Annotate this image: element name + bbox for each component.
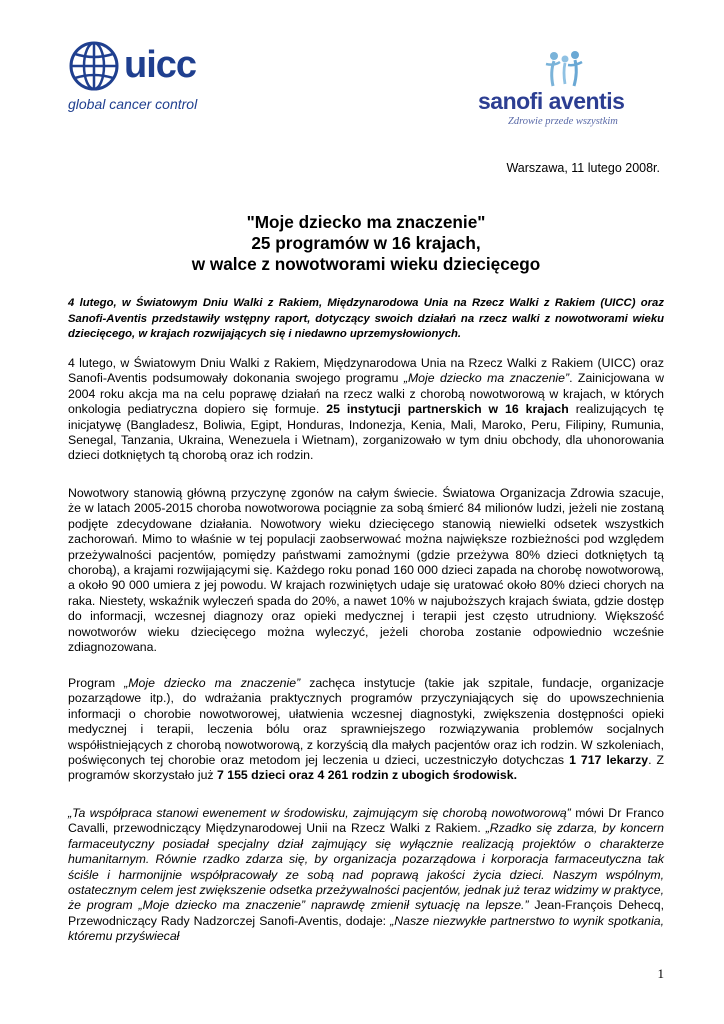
lead-paragraph: 4 lutego, w Światowym Dniu Walki z Rakiem, Międzynarodowa Unia na Rzecz Walki z Rakiem (UICC) oraz Sanofi-Aventis przedstawiły wstępny raport, dotyczący swoich działań na rzecz walki z nowotworami wieku dziecięcego, w krajach rozwijających się i niedawno uprzemysłowionych. xyxy=(68,297,664,340)
title-line-1: "Moje dziecko ma znaczenie" xyxy=(246,212,486,232)
document-title xyxy=(68,212,664,275)
uicc-tagline: global cancer control xyxy=(68,96,198,112)
uicc-logo xyxy=(68,38,208,120)
sanofi-aventis-logo xyxy=(478,50,664,132)
page-number: 1 xyxy=(657,966,664,981)
paragraph-4: „Ta współpraca stanowi ewenement w środowisku, zajmującym się chorobą nowotworową” mówi Dr Franco Cavalli, przewodniczący Międzynarodowej Unii na Rzecz Walki z Rakiem. „Rzadko się zdarza, by koncern farmaceutyczny posiadał specjalny dział zajmujący się wyłącznie realizacją projektów o charakterze humanitarnym. Równie rzadko zdarza się, by organizacja pozarządowa i korporacja farmaceutyczna tak ściśle i harmonijnie współpracowały ze sobą nad poprawą jakości życia dzieci. Naszym wspólnym, ostatecznym celem jest zwiększenie odsetka przeżywalności pacjentów, jednak już teraz widzimy w praktyce, że program „Moje dziecko ma znaczenie” naprawdę zmienił sytuację na lepsze.” Jean-François Dehecq, Przewodniczący Rady Nadzorczej Sanofi-Aventis, dodaje: „Nasze niezwykłe partnerstwo to wynik spotkania, któremu przyświecał xyxy=(68,806,664,944)
uicc-wordmark: uicc xyxy=(124,44,197,86)
document-date: Warszawa, 11 lutego 2008r. xyxy=(506,161,660,175)
paragraph-3: Program „Moje dziecko ma znaczenie” zachęca instytucje (takie jak szpitale, fundacje, organizacje pozarządowe itp.), do wdrażania praktycznych programów przyczyniających się do upowszechnienia informacji o chorobie nowotworowej, ułatwienia wczesnej diagnostyki, zwiększenia dostępności opieki medycznej i terapii, leczenia bólu oraz sprawniejszego rozwiązywania problemów socjalnych współistniejących z chorobą nowotworową, z korzyścią dla małych pacjentów oraz ich rodzin. W szkoleniach, poświęconych tej chorobie oraz metodom jej leczenia u dzieci, uczestniczyło dotychczas 1 717 lekarzy. Z programów skorzystało już 7 155 dzieci oraz 4 261 rodzin z ubogich środowisk. xyxy=(68,676,664,783)
sanofi-tagline: Zdrowie przede wszystkim xyxy=(508,116,618,127)
title-line-2: 25 programów w 16 krajach, xyxy=(251,233,481,253)
title-line-3: w walce z nowotworami wieku dziecięcego xyxy=(191,254,541,274)
globe-icon xyxy=(68,40,120,92)
paragraph-2: Nowotwory stanowią główną przyczynę zgonów na całym świecie. Światowa Organizacja Zdrowia szacuje, że w latach 2005-2015 choroba nowotworowa pociągnie za sobą śmierć 84 milionów ludzi, jeżeli nie zostaną podjęte zdecydowane działania. Nowotwory wieku dziecięcego stanowią niewielki odsetek wszystkich zachorowań. Mimo to właśnie w tej populacji zaobserwować można największe rozbieżności pod względem przeżywalności pacjentów, pomiędzy państwami zamożnymi (gdzie przeżywa 80% dzieci dotkniętych tą chorobą), a krajami rozwijającymi się. Każdego roku ponad 160 000 dzieci zapada na chorobę nowotworową, a około 90 000 umiera z jej powodu. W krajach rozwiniętych udaje się uratować około 80% dzieci chorych na raka. Niestety, wskaźnik wyleczeń spada do 20%, a nawet 10% w najuboższych krajach świata, gdzie dostęp do informacji, wczesnej diagnozy oraz opieki medycznej i terapii jest często utrudniony. Większość nowotworów wieku dziecięcego można wyleczyć, jeżeli choroba zostanie odpowiednio wcześnie zdiagnozowana. xyxy=(68,486,664,655)
people-figures-icon xyxy=(544,50,584,88)
paragraph-1: 4 lutego, w Światowym Dniu Walki z Rakiem, Międzynarodowa Unia na Rzecz Walki z Rakiem (UICC) oraz Sanofi-Aventis podsumowały dokonania swojego programu „Moje dziecko ma znaczenie”. Zainicjowana w 2004 roku akcja ma na celu poprawę działań na rzecz walki z chorobą nowotworową w krajach, w których onkologia pediatryczna dopiero się formuje. 25 instytucji partnerskich w 16 krajach realizujących tę inicjatywę (Bangladesz, Boliwia, Egipt, Honduras, Indonezja, Kenia, Mali, Maroko, Peru, Filipiny, Rumunia, Senegal, Tanzania, Ukraina, Wenezuela i Wietnam), zorganizowało w tym dniu obchody, dla uhonorowania dzieci dotkniętych tą chorobą oraz ich rodzin. xyxy=(68,356,664,463)
sanofi-wordmark: sanofi aventis xyxy=(478,88,625,114)
